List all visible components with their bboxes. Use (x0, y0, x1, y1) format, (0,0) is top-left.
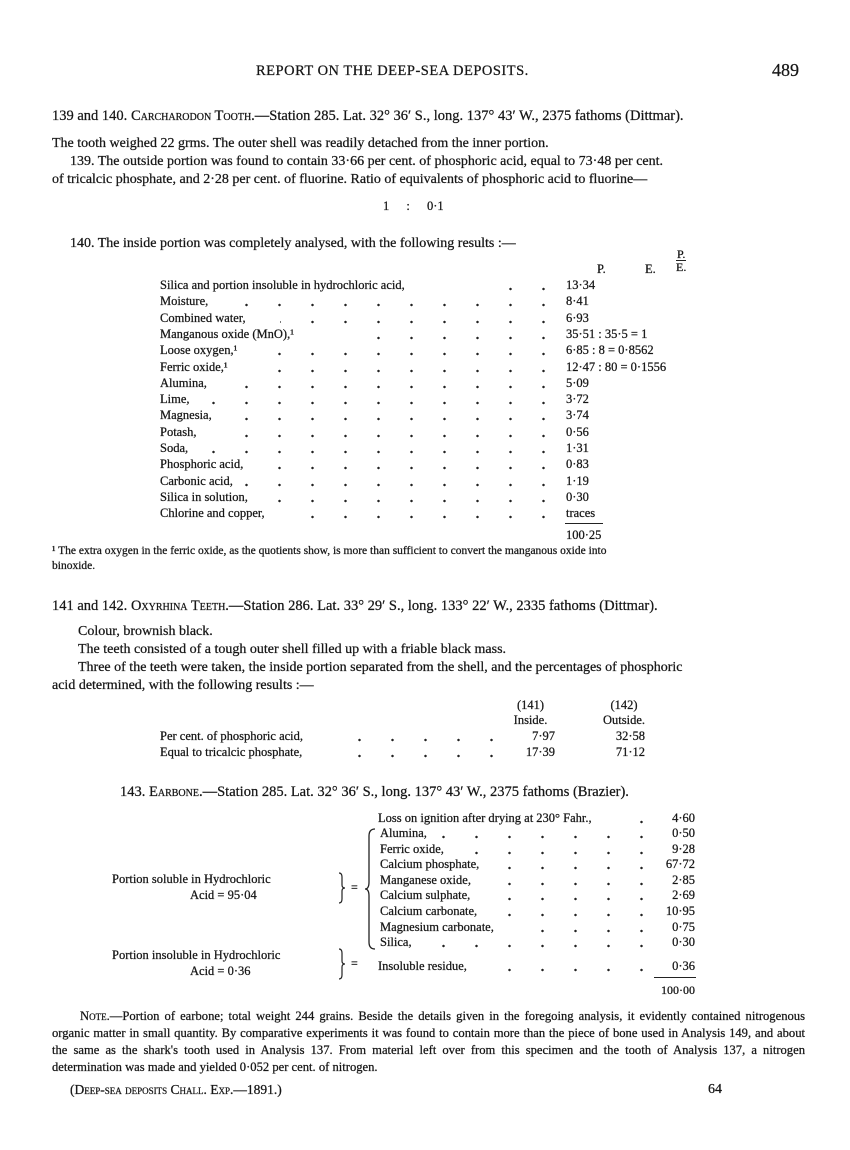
running-header: REPORT ON THE DEEP-SEA DEPOSITS. (256, 63, 529, 79)
paragraph: of tricalcic phosphate, and 2·28 per cent. of fluorine. Ratio of equivalents of phosphoric acid to fluorine— (52, 172, 648, 187)
table-total: 100·00 (661, 983, 695, 997)
dot-leader (295, 507, 560, 521)
equals-dash: = (351, 956, 358, 970)
row-value: 0·83 (566, 457, 589, 472)
row-value: 2·85 (672, 872, 695, 887)
row-label: Equal to tricalcic phosphate, (160, 744, 303, 759)
dot-leader (245, 295, 560, 309)
column-header-141 (503, 698, 558, 728)
dot-leader (340, 746, 508, 760)
equals-dash: = (351, 880, 358, 894)
column-header-e: E. (645, 262, 656, 276)
paragraph: 139. The outside portion was found to contain 33·66 per cent. of phosphoric acid, equal to 73·48 per cent. (70, 154, 664, 169)
analysis-number: 143. (120, 784, 146, 800)
note-label: Note. (80, 1009, 110, 1023)
inside-value: 17·39 (525, 744, 555, 759)
paragraph: acid determined, with the following results :— (52, 678, 314, 693)
footnote: binoxide. (52, 560, 96, 572)
dot-leader (442, 827, 658, 841)
outside-value: 32·58 (615, 729, 645, 743)
row-label: Carbonic acid, (160, 473, 233, 488)
row-label: Calcium phosphate, (380, 857, 480, 872)
row-label: Silica in solution, (160, 489, 248, 504)
row-label: Lime, (160, 392, 190, 407)
row-label: Ferric oxide,¹ (160, 359, 228, 374)
row-label: Calcium sulphate, (380, 888, 471, 903)
paragraph: 140. The inside portion was completely analysed, with the following results :— (70, 236, 516, 251)
row-value: 6·85 : 8 = 0·8562 (566, 343, 654, 358)
paragraph: The tooth weighed 22 grms. The outer shell was readily detached from the inner portion. (52, 136, 549, 151)
row-value: 67·72 (665, 857, 695, 872)
ratio-left: 1 (383, 199, 390, 213)
row-label: Silica and portion insoluble in hydrochloric acid, (160, 278, 405, 292)
column-label: Inside. (513, 713, 548, 727)
row-label: Calcium carbonate, (380, 904, 478, 918)
row-label: Manganese oxide, (380, 872, 471, 887)
row-value: 35·51 : 35·5 = 1 (566, 326, 648, 341)
row-value: 12·47 : 80 = 0·1556 (566, 359, 667, 374)
specimen-name: Earbone. (149, 784, 203, 800)
row-label: Combined water, (160, 310, 246, 325)
insoluble-portion-value: Acid = 0·36 (190, 964, 251, 978)
page-footer (52, 1080, 805, 1102)
dot-leader (280, 312, 560, 326)
row-value: 0·75 (672, 919, 695, 934)
right-brace (338, 948, 346, 980)
dot-leader (270, 458, 560, 472)
dot-leader (270, 344, 560, 358)
row-value: 0·50 (672, 826, 695, 840)
dot-leader (230, 377, 560, 391)
dot-leader (460, 843, 658, 857)
section-heading-143 (120, 784, 629, 801)
column-number: (142) (610, 698, 638, 712)
dot-leader (335, 730, 508, 744)
table-total: 100·25 (566, 528, 602, 542)
dot-leader (255, 361, 560, 375)
row-label: Soda, (160, 441, 189, 455)
dot-leader (488, 889, 658, 903)
row-value: 13·34 (566, 278, 596, 292)
dot-leader (225, 426, 560, 440)
dot-leader (492, 874, 658, 888)
sheet-signature: 64 (708, 1082, 722, 1097)
section-heading-141-142 (52, 598, 658, 615)
outside-value: 71·12 (615, 744, 645, 759)
insoluble-portion-label: Portion insoluble in Hydrochloric (112, 948, 281, 962)
column-number: (141) (516, 698, 545, 712)
row-value: 0·30 (672, 935, 695, 950)
row-label: Ferric oxide, (380, 841, 444, 856)
section-heading-139-140 (52, 108, 684, 125)
row-value: 8·41 (566, 294, 589, 309)
dot-leader (205, 393, 560, 407)
column-header-142 (594, 698, 654, 728)
row-value: 0·56 (566, 424, 589, 439)
dot-leader (420, 936, 658, 950)
sum-rule (654, 977, 696, 978)
column-label: Outside. (602, 713, 645, 727)
soluble-portion-label: Portion soluble in Hydrochloric (112, 872, 271, 886)
row-value: 2·69 (672, 888, 695, 903)
row-label: Loose oxygen,¹ (160, 343, 238, 358)
row-value: 3·74 (566, 408, 589, 423)
dot-leader (240, 409, 560, 423)
station-info: —Station 286. Lat. 33° 29′ S., long. 133° 22′ W., 2335 fathoms (Dittmar). (228, 598, 658, 614)
page-number: 489 (772, 60, 799, 80)
analysis-number: 141 and 142. (52, 598, 128, 614)
row-label: Per cent. of phosphoric acid, (160, 729, 304, 743)
station-info: —Station 285. Lat. 32° 36′ S., long. 137° 43′ W., 2375 fathoms (Dittmar). (254, 108, 684, 124)
row-value: traces (566, 506, 596, 521)
row-label: Magnesium carbonate, (380, 919, 494, 934)
insoluble-residue-value: 0·36 (672, 959, 695, 973)
row-label: Manganous oxide (MnO),¹ (160, 326, 294, 341)
dot-leader (640, 812, 658, 826)
row-value: 5·09 (566, 375, 589, 390)
row-value: 10·95 (665, 904, 695, 918)
dot-leader (490, 279, 560, 293)
dot-leader (245, 475, 560, 489)
dot-leader (480, 960, 658, 974)
fraction-denominator: E. (676, 260, 687, 274)
row-label: Silica, (380, 935, 412, 950)
loss-on-ignition-label: Loss on ignition after drying at 230° Fahr., (378, 811, 592, 825)
dot-leader (275, 491, 560, 505)
row-value: 1·31 (566, 441, 589, 455)
row-label: Phosphoric acid, (160, 457, 244, 472)
dot-leader (518, 921, 658, 935)
analysis-number: 139 and 140. (52, 108, 128, 124)
insoluble-residue-label: Insoluble residue, (378, 959, 467, 973)
row-label: Magnesia, (160, 408, 212, 423)
signature-line: (Deep-sea deposits Chall. Exp.—1891.) (70, 1082, 282, 1097)
note-text: —Portion of earbone; total weight 244 grains. Beside the details given in the foregoing analysis, it evidently contained nitrogenous organic matter in small quantity. By comparative experiments it was found to contain more than the piece of bone used in Analysis 149, and about the same as the shark's tooth used in Analysis 137. From material left over from this specimen and the tooth of Analysis 137, a nitrogen determination was made and yielded 0·052 per cent. of nitrogen. (52, 1009, 805, 1074)
fraction-numerator: P. (677, 247, 686, 261)
dot-leader (500, 858, 658, 872)
ratio-right: 0·1 (426, 199, 444, 213)
ratio-separator: : (406, 199, 410, 213)
station-info: —Station 285. Lat. 32° 36′ S., long. 137° 43′ W., 2375 fathoms (Brazier). (202, 784, 629, 800)
ratio (383, 199, 444, 214)
row-value: 1·19 (566, 473, 589, 488)
footnote: ¹ The extra oxygen in the ferric oxide, as the quotients show, is more than sufficient to convert the manganous oxide into (52, 545, 607, 557)
row-label: Potash, (160, 424, 197, 439)
right-brace (338, 872, 346, 904)
row-label: Alumina, (380, 826, 427, 840)
row-label: Chlorine and copper, (160, 506, 265, 521)
row-value: 0·30 (566, 489, 589, 504)
left-brace-large (364, 828, 376, 950)
specimen-name: Carcharodon Tooth. (130, 108, 255, 124)
soluble-portion-value: Acid = 95·04 (190, 888, 257, 902)
note-paragraph (52, 1008, 805, 1076)
paragraph: Colour, brownish black. (78, 624, 213, 639)
row-value: 6·93 (566, 310, 589, 325)
row-label: Alumina, (160, 375, 207, 390)
sum-rule (565, 523, 603, 524)
page-tail (52, 1008, 805, 1102)
row-value: 3·72 (566, 392, 589, 407)
paragraph: The teeth consisted of a tough outer shell filled up with a friable black mass. (78, 642, 507, 657)
specimen-name: Oxyrhina Teeth. (130, 598, 229, 614)
row-value: 9·28 (672, 841, 695, 856)
dot-leader (498, 905, 658, 919)
column-header-p-over-e (676, 248, 686, 273)
paragraph: Three of the teeth were taken, the inside portion separated from the shell, and the percentages of phosphoric (78, 660, 683, 675)
dot-leader (210, 442, 560, 456)
loss-on-ignition-value: 4·60 (672, 811, 695, 825)
row-label: Moisture, (160, 294, 209, 309)
inside-value: 7·97 (532, 729, 555, 743)
column-header-p: P. (597, 262, 606, 276)
dot-leader (350, 328, 560, 342)
